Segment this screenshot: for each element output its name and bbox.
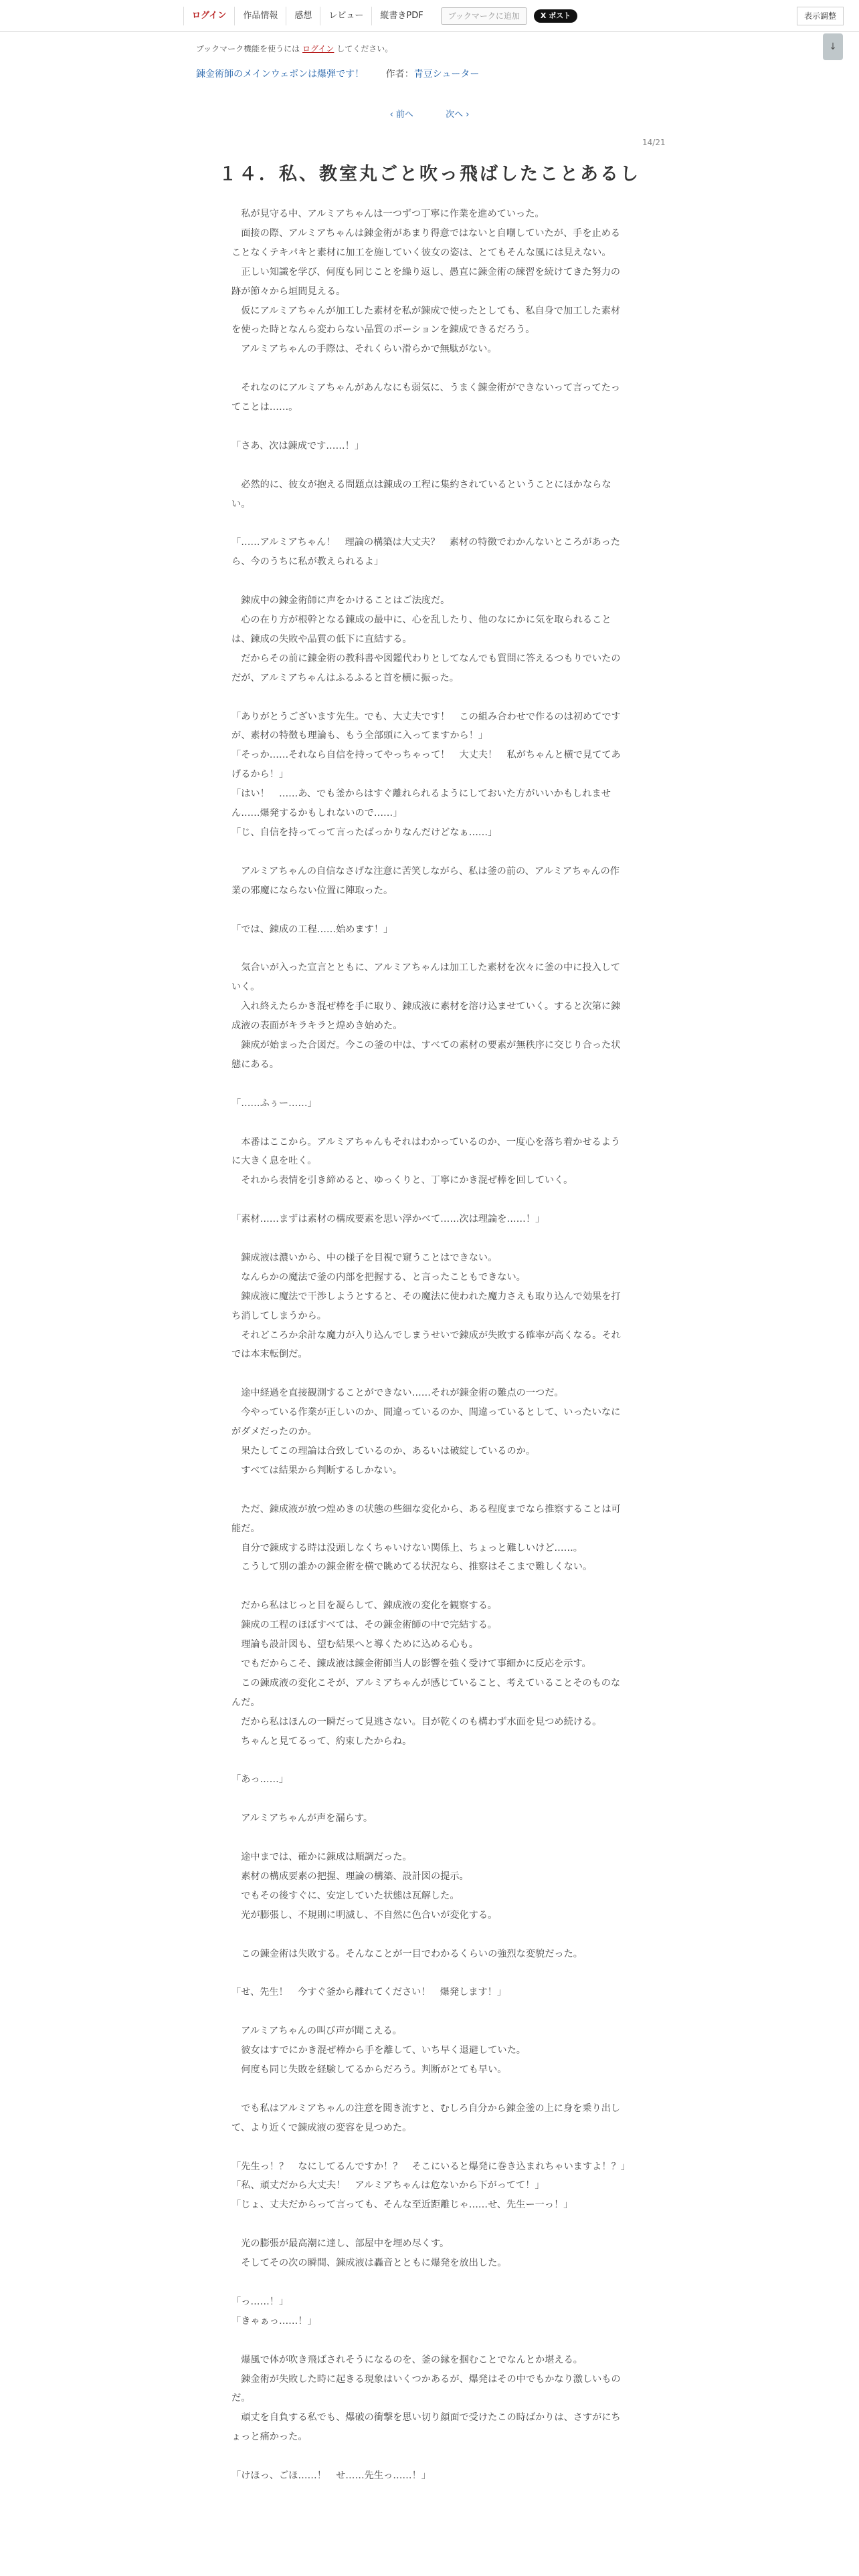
paragraph: それなのにアルミアちゃんがあんなにも弱気に、うまく錬金術ができないって言ってたってことは……。 bbox=[231, 383, 621, 413]
blank-line bbox=[231, 1481, 628, 1500]
paragraph: 本番はここから。アルミアちゃんもそれはわかっているのか、一度心を落ち着かせるように大きく息を吐く。 bbox=[231, 1136, 621, 1167]
paragraph: 自分で錬成する時は没頭しなくちゃいけない関係上、ちょっと難しいけど……。 bbox=[231, 1542, 583, 1553]
paragraph: この錬金術は失敗する。そんなことが一目でわかるくらいの強烈な変貌だった。 bbox=[231, 1948, 583, 1959]
author-label: 作者： bbox=[385, 69, 414, 80]
blank-line bbox=[231, 2080, 628, 2099]
blank-line bbox=[231, 1577, 628, 1596]
paragraph: 途中までは、確かに錬成は順調だった。 bbox=[231, 1852, 412, 1863]
blank-line bbox=[231, 2331, 628, 2351]
page-number: 14/21 bbox=[642, 138, 666, 147]
blank-line bbox=[231, 1190, 628, 1210]
blank-line bbox=[231, 514, 628, 534]
login-notice bbox=[196, 43, 393, 54]
paragraph: 正しい知識を学び、何度も同じことを繰り返し、愚直に錬金術の練習を続けてきた努力の跡が節々から垣間見える。 bbox=[231, 266, 621, 297]
paragraph: すべては結果から判断するしかない。 bbox=[231, 1465, 403, 1476]
blank-line bbox=[231, 1075, 628, 1094]
blank-line bbox=[231, 1229, 628, 1249]
blank-line bbox=[231, 2002, 628, 2022]
notice-login-link[interactable]: ログイン bbox=[302, 44, 335, 53]
paragraph: だからその前に錬金術の教科書や図鑑代わりとしてなんでも質問に答えるつもりでいたのだが、アルミアちゃんはふるふると首を横に振った。 bbox=[231, 653, 621, 683]
blank-line bbox=[231, 2138, 628, 2157]
review-link[interactable]: レビュー bbox=[320, 7, 371, 25]
paragraph: だから私はほんの一瞬だって見逃さない。目が乾くのも構わず水面を見つめ続ける。 bbox=[231, 1716, 602, 1727]
scroll-down-icon[interactable]: ↓ bbox=[823, 33, 843, 60]
chapter-body bbox=[231, 205, 628, 2486]
paragraph: そしてその次の瞬間、錬成液は轟音とともに爆発を放出した。 bbox=[231, 2258, 507, 2269]
blank-line bbox=[231, 688, 628, 708]
paragraph: 入れ終えたらかき混ぜ棒を手に取り、錬成液に素材を溶け込ませていく。すると次第に錬成液の表面がキラキラと煌めき始めた。 bbox=[231, 1001, 621, 1032]
paragraph: なんらかの魔法で釜の内部を把握する、と言ったこともできない。 bbox=[231, 1271, 526, 1283]
top-bar bbox=[0, 0, 859, 32]
paragraph: ちゃんと見てるって、約束したからね。 bbox=[231, 1735, 412, 1747]
blank-line bbox=[231, 417, 628, 437]
paragraph: アルミアちゃんの自信なさげな注意に苦笑しながら、私は釜の前の、アルミアちゃんの作業の邪魔にならない位置に陣取った。 bbox=[231, 865, 619, 896]
add-bookmark-button[interactable]: ブックマークに追加 bbox=[441, 7, 527, 25]
blank-line bbox=[231, 1963, 628, 1983]
blank-line bbox=[231, 939, 628, 958]
login-link[interactable]: ログイン bbox=[183, 7, 234, 25]
blank-line bbox=[231, 1751, 628, 1771]
paragraph: でも私はアルミアちゃんの注意を聞き流すと、むしろ自分から錬金釜の上に身を乗り出して、より近くで錬成液の変容を見つめた。 bbox=[231, 2103, 621, 2133]
paragraph: この錬成液の変化こそが、アルミアちゃんが感じていること、考えていることそのものなんだ。 bbox=[231, 1677, 621, 1708]
blank-line bbox=[231, 2215, 628, 2234]
paragraph: 理論も設計図も、望む結果へと導くために込める心も。 bbox=[231, 1639, 478, 1650]
blank-line bbox=[231, 2447, 628, 2466]
paragraph: ただ、錬成液が放つ煌めきの状態の些細な変化から、ある程度までなら推察することは可能だ。 bbox=[231, 1503, 621, 1534]
top-nav bbox=[183, 7, 577, 25]
blank-line bbox=[231, 1925, 628, 1945]
paragraph: アルミアちゃんの手際は、それくらい滑らかで無駄がない。 bbox=[231, 344, 497, 355]
paragraph: 光の膨張が最高潮に達し、部屋中を埋め尽くす。 bbox=[231, 2238, 450, 2250]
paragraph: 錬金術が失敗した時に起きる現象はいくつかあるが、爆発はその中でもかなり激しいものだ。 bbox=[231, 2373, 621, 2404]
paragraph: 頑丈を自負する私でも、爆破の衝撃を思い切り顔面で受けたこの時ばかりは、さすがにちょっと痛かった。 bbox=[231, 2412, 621, 2443]
blank-line bbox=[231, 1113, 628, 1133]
paragraph: 途中経過を直接観測することができない……それが錬金術の難点の一つだ。 bbox=[231, 1388, 564, 1399]
paragraph: でもだからこそ、錬成液は錬金術師当人の影響を強く受けて事細かに反応を示す。 bbox=[231, 1658, 591, 1669]
author-link[interactable]: 青豆シューター bbox=[413, 69, 480, 80]
paragraph: 素材の構成要素の把握、理論の構築、設計図の提示。 bbox=[231, 1870, 469, 1882]
paragraph: 「はい！ ……あ、でも釜からはすぐ離れられるようにしておいた方がいいかもしれません……爆発するかもしれないので……」 bbox=[231, 788, 611, 819]
next-chapter-link[interactable]: 次へ › bbox=[446, 110, 470, 120]
blank-line bbox=[231, 1790, 628, 1809]
paragraph: 「せ、先生！ 今すぐ釜から離れてください！ 爆発します！」 bbox=[231, 1987, 507, 1998]
paragraph: 光が膨張し、不規則に明滅し、不自然に色合いが変化する。 bbox=[231, 1909, 498, 1921]
paragraph: 果たしてこの理論は合致しているのか、あるいは破綻しているのか。 bbox=[231, 1446, 536, 1457]
blank-line bbox=[231, 901, 628, 920]
paragraph: 「じ、自信を持ってって言ったばっかりなんだけどなぁ……」 bbox=[231, 827, 498, 838]
paragraph: だから私はじっと目を凝らして、錬成液の変化を観察する。 bbox=[231, 1600, 497, 1612]
impressions-link[interactable]: 感想 bbox=[286, 7, 320, 25]
notice-suffix: してください。 bbox=[337, 44, 393, 53]
paragraph: それから表情を引き締めると、ゆっくりと、丁寧にかき混ぜ棒を回していく。 bbox=[231, 1175, 573, 1186]
blank-line bbox=[231, 1828, 628, 1848]
paragraph: アルミアちゃんの叫び声が聞こえる。 bbox=[231, 2026, 402, 2037]
blank-line bbox=[231, 359, 628, 379]
paragraph: 何度も同じ失敗を経験してるからだろう。判断がとても早い。 bbox=[231, 2064, 507, 2075]
display-settings-button[interactable]: 表示調整 bbox=[797, 7, 844, 25]
paragraph: 「っ……！」 bbox=[231, 2296, 289, 2307]
chapter-title: １４．私、教室丸ごと吹っ飛ばしたことあるし bbox=[219, 164, 640, 185]
paragraph: 錬成中の錬金術師に声をかけることはご法度だ。 bbox=[231, 595, 450, 607]
paragraph: 「……ふぅー……」 bbox=[231, 1097, 317, 1109]
paragraph: 今やっている作業が正しいのか、間違っているのか、間違っているとして、いったいなにがダメだったのか。 bbox=[231, 1407, 621, 1438]
work-info-link[interactable]: 作品情報 bbox=[234, 7, 286, 25]
paragraph: でもその後すぐに、安定していた状態は瓦解した。 bbox=[231, 1890, 460, 1901]
vertical-pdf-link[interactable]: 縦書きPDF bbox=[371, 7, 431, 25]
paragraph: 気合いが入った宣言とともに、アルミアちゃんは加工した素材を次々に釜の中に投入していく。 bbox=[231, 962, 621, 993]
paragraph: こうして別の誰かの錬金術を横で眺めてる状況なら、推察はそこまで難しくない。 bbox=[231, 1562, 593, 1573]
paragraph: 「私、頑丈だから大丈夫！ アルミアちゃんは危ないから下がってて！」 bbox=[231, 2180, 545, 2191]
paragraph: 「では、錬成の工程……始めます！」 bbox=[231, 924, 393, 935]
paragraph: 「……アルミアちゃん！ 理論の構築は大丈夫？ 素材の特徴でわかんないところがあったら、今のうちに私が教えられるよ」 bbox=[231, 537, 620, 568]
paragraph: 錬成が始まった合図だ。今この釜の中は、すべての素材の要素が無秩序に交じり合った状態にある。 bbox=[231, 1039, 621, 1070]
paragraph: 「そっか……それなら自信を持ってやっちゃって！ 大丈夫！ 私がちゃんと横で見ててあげるから！」 bbox=[231, 750, 621, 780]
x-post-button[interactable]: X ポスト bbox=[534, 9, 577, 23]
paragraph: 「じょ、丈夫だからって言っても、そんな至近距離じゃ……せ、先生ー一っ！」 bbox=[231, 2199, 573, 2211]
blank-line bbox=[231, 456, 628, 475]
blank-line bbox=[231, 2273, 628, 2292]
notice-prefix: ブックマーク機能を使うには bbox=[196, 44, 300, 53]
paragraph: 錬成の工程のほぼすべては、その錬金術師の中で完結する。 bbox=[231, 1620, 497, 1631]
blank-line bbox=[231, 843, 628, 862]
paragraph: 面接の際、アルミアちゃんは錬金術があまり得意ではないと自嘲していたが、手を止めることなくテキパキと素材に加工を施していく彼女の姿は、とてもそんな風には見えない。 bbox=[231, 227, 621, 258]
paragraph: アルミアちゃんが声を漏らす。 bbox=[231, 1813, 373, 1824]
paragraph: 爆風で体が吹き飛ばされそうになるのを、釜の縁を掴むことでなんとか堪える。 bbox=[231, 2354, 583, 2365]
blank-line bbox=[231, 572, 628, 591]
paragraph: 彼女はすでにかき混ぜ棒から手を離して、いち早く退避していた。 bbox=[231, 2045, 526, 2056]
paragraph: 「さあ、次は錬成です……！」 bbox=[231, 440, 365, 451]
paragraph: 「けほっ、ごほ……！ せ……先生っ……！」 bbox=[231, 2470, 431, 2482]
paragraph: 仮にアルミアちゃんが加工した素材を私が錬成で使ったとしても、私自身で加工した素材を使った時となんら変わらない品質のポーションを錬成できるだろう。 bbox=[231, 305, 621, 336]
paragraph: 錬成液は濃いから、中の様子を目視で窺うことはできない。 bbox=[231, 1252, 498, 1263]
paragraph: 必然的に、彼女が抱える問題点は錬成の工程に集約されているということにほかならない。 bbox=[231, 479, 611, 510]
paragraph: 錬成液に魔法で干渉しようとすると、その魔法に使われた魔力さえも取り込んで効果を打ち消してしまうから。 bbox=[231, 1291, 621, 1321]
paragraph: 「先生っ！？ なにしてるんですか！？ そこにいると爆発に巻き込まれちゃいますよ！？」 bbox=[231, 2161, 630, 2172]
blank-line bbox=[231, 1364, 628, 1384]
paragraph: 心の在り方が根幹となる錬成の最中に、心を乱したり、他のなにかに気を取られることは、錬成の失敗や品質の低下に直結する。 bbox=[231, 615, 611, 645]
prev-chapter-link[interactable]: ‹ 前へ bbox=[389, 110, 413, 120]
work-info bbox=[196, 67, 479, 80]
paragraph: 「素材……まずは素材の構成要素を思い浮かべて……次は理論を……！」 bbox=[231, 1214, 545, 1225]
pager-top bbox=[0, 107, 859, 120]
paragraph: 「きゃぁっ……！」 bbox=[231, 2315, 317, 2327]
work-title-link[interactable]: 錬金術師のメインウェポンは爆弾です！ bbox=[196, 69, 365, 80]
paragraph: 「あっ……」 bbox=[231, 1774, 288, 1786]
paragraph: 私が見守る中、アルミアちゃんは一つずつ丁寧に作業を進めていった。 bbox=[231, 209, 545, 219]
paragraph: 「ありがとうございます先生。でも、大丈夫です！ この組み合わせで作るのは初めてですが、素材の特徴も理論も、もう全部頭に入ってますから！」 bbox=[231, 711, 621, 742]
paragraph: それどころか余計な魔力が入り込んでしまうせいで錬成が失敗する確率が高くなる。それでは本末転倒だ。 bbox=[231, 1329, 621, 1360]
